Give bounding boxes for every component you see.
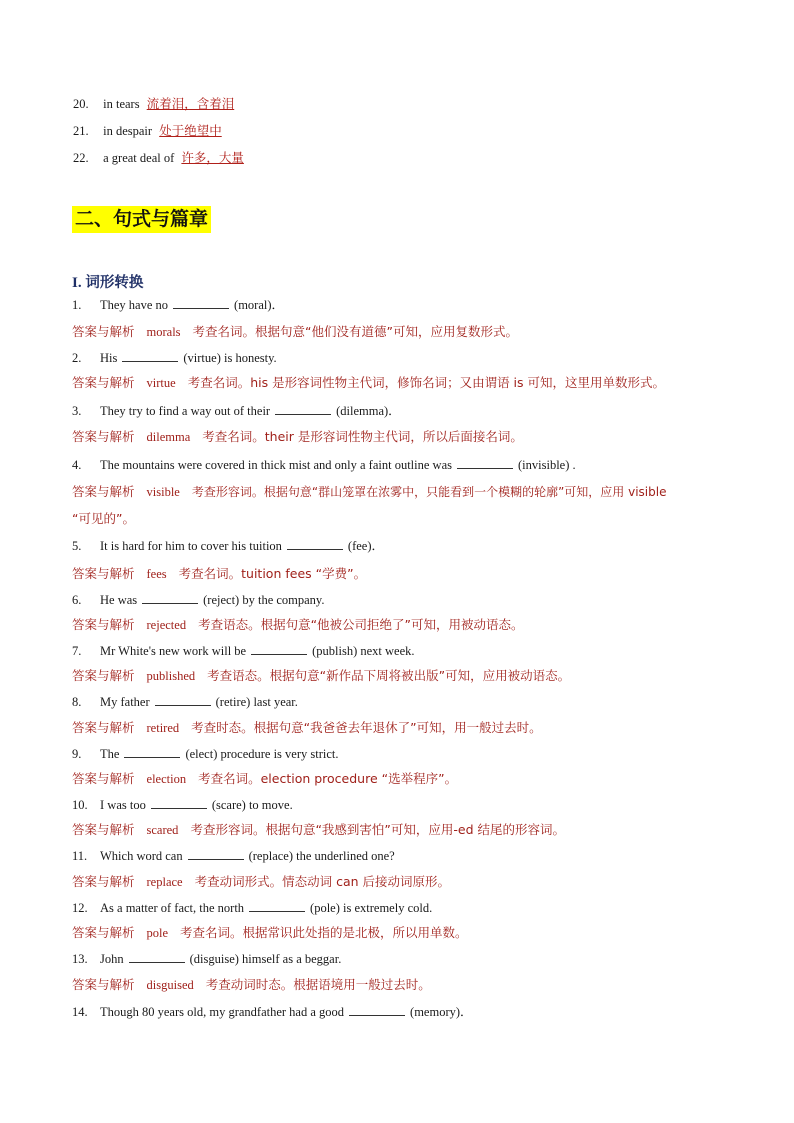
question-text-after: (virtue) is honesty. bbox=[183, 351, 277, 365]
question-text-before: They try to find a way out of their bbox=[100, 404, 271, 418]
question bbox=[72, 403, 401, 419]
question-text-before: The bbox=[100, 747, 120, 761]
section-title: 二、句式与篇章 bbox=[72, 206, 211, 233]
answer-blank[interactable] bbox=[173, 297, 229, 309]
answer-explanation bbox=[72, 375, 665, 391]
answer-explanation bbox=[72, 429, 523, 445]
answer-tag: 答案与解析 bbox=[72, 429, 135, 444]
explanation-text: 考查动词形式。情态动词 can 后接动词原形。 bbox=[194, 874, 450, 889]
explanation-text: 考查动词时态。根据语境用一般过去时。 bbox=[205, 977, 431, 992]
question-number: 2. bbox=[72, 351, 82, 365]
answer-blank[interactable] bbox=[275, 403, 331, 415]
answer-explanation bbox=[72, 566, 366, 582]
question bbox=[72, 643, 415, 659]
explanation-text: 考查名词。tuition fees “学费”。 bbox=[178, 566, 367, 581]
question-number: 14. bbox=[72, 1005, 88, 1019]
answer-explanation bbox=[72, 720, 542, 736]
question-number: 5. bbox=[72, 539, 82, 553]
answer-word: dilemma bbox=[146, 430, 191, 444]
answer-blank[interactable] bbox=[349, 1004, 405, 1016]
explanation-text: 考查时态。根据句意“我爸爸去年退休了”可知，用一般过去时。 bbox=[191, 720, 542, 735]
answer-word: election bbox=[146, 772, 187, 786]
answer-tag: 答案与解析 bbox=[72, 874, 135, 889]
answer-blank[interactable] bbox=[251, 643, 307, 655]
answer-blank[interactable] bbox=[457, 457, 513, 469]
question-text-before: As a matter of fact, the north bbox=[100, 901, 245, 915]
explanation-text: 考查名词。his 是形容词性物主代词，修饰名词；又由谓语 is 可知，这里用单数形式。 bbox=[187, 375, 666, 390]
answer-blank[interactable] bbox=[142, 592, 198, 604]
answer-word: disguised bbox=[146, 978, 194, 992]
question-text-after: (reject) by the company. bbox=[203, 593, 325, 607]
question-text-before: Mr White's new work will be bbox=[100, 644, 247, 658]
question bbox=[72, 350, 277, 366]
answer-tag: 答案与解析 bbox=[72, 324, 135, 339]
question bbox=[72, 900, 432, 916]
question-text-after: (pole) is extremely cold. bbox=[310, 901, 433, 915]
question-text-after: (fee)． bbox=[347, 539, 385, 553]
answer-tag: 答案与解析 bbox=[72, 720, 135, 735]
vocab-meaning: 处于绝望中 bbox=[159, 123, 222, 138]
question-number: 10. bbox=[72, 798, 88, 812]
question-number: 9. bbox=[72, 747, 82, 761]
answer-explanation bbox=[72, 771, 457, 787]
answer-tag: 答案与解析 bbox=[72, 668, 135, 683]
answer-word: virtue bbox=[146, 376, 176, 390]
subsection-title bbox=[72, 271, 143, 292]
question bbox=[72, 1004, 473, 1020]
answer-word: visible bbox=[146, 485, 180, 499]
question-text-before: The mountains were covered in thick mist and only a faint outline was bbox=[100, 458, 452, 472]
answer-explanation bbox=[72, 822, 565, 838]
question-text-before: My father bbox=[100, 695, 150, 709]
question-text-before: John bbox=[100, 952, 124, 966]
answer-explanation bbox=[72, 925, 468, 941]
question-text-after: (moral)． bbox=[234, 298, 285, 312]
question-text-after: (dilemma)． bbox=[336, 404, 401, 418]
vocab-number: 20. bbox=[73, 97, 89, 111]
answer-word: retired bbox=[146, 721, 180, 735]
question-text-after: (memory)． bbox=[410, 1005, 473, 1019]
answer-explanation bbox=[72, 977, 431, 993]
subsection-number: I. bbox=[72, 275, 82, 291]
question bbox=[72, 297, 284, 313]
vocab-item bbox=[73, 96, 234, 112]
question-text-before: Which word can bbox=[100, 849, 183, 863]
answer-blank[interactable] bbox=[188, 848, 244, 860]
question-number: 4. bbox=[72, 458, 82, 472]
answer-blank[interactable] bbox=[122, 350, 178, 362]
subsection-label: 词形转换 bbox=[85, 275, 144, 291]
explanation-text: 考查形容词。根据句意“群山笼罩在浓雾中，只能看到一个模糊的轮廓”可知，应用 visible bbox=[191, 485, 667, 499]
question-text-after: (invisible) . bbox=[518, 458, 576, 472]
question-text-before: Though 80 years old, my grandfather had a good bbox=[100, 1005, 345, 1019]
answer-tag: 答案与解析 bbox=[72, 822, 135, 837]
question-text-after: (replace) the underlined one? bbox=[248, 849, 395, 863]
question-text-after: (disguise) himself as a beggar. bbox=[189, 952, 342, 966]
answer-word: fees bbox=[146, 567, 167, 581]
answer-tag: 答案与解析 bbox=[72, 977, 135, 992]
question-number: 1. bbox=[72, 298, 82, 312]
answer-explanation bbox=[72, 874, 450, 890]
vocab-number: 22. bbox=[73, 151, 89, 165]
question-number: 13. bbox=[72, 952, 88, 966]
answer-word: replace bbox=[146, 875, 183, 889]
answer-blank[interactable] bbox=[249, 900, 305, 912]
answer-word: published bbox=[146, 669, 196, 683]
answer-word: pole bbox=[146, 926, 169, 940]
answer-tag: 答案与解析 bbox=[72, 484, 135, 499]
answer-tag: 答案与解析 bbox=[72, 566, 135, 581]
answer-blank[interactable] bbox=[129, 951, 185, 963]
explanation-text: 考查名词。根据常识此处指的是北极，所以用单数。 bbox=[180, 925, 468, 940]
question-number: 3. bbox=[72, 404, 82, 418]
question bbox=[72, 746, 339, 762]
answer-tag: 答案与解析 bbox=[72, 617, 135, 632]
answer-blank[interactable] bbox=[155, 694, 211, 706]
question bbox=[72, 797, 293, 813]
vocab-number: 21. bbox=[73, 124, 89, 138]
explanation-continuation: “可见的”。 bbox=[72, 511, 135, 526]
explanation-text: 考查形容词。根据句意“我感到害怕”可知，应用-ed 结尾的形容词。 bbox=[190, 822, 565, 837]
vocab-meaning: 许多，大量 bbox=[181, 150, 244, 165]
answer-explanation bbox=[72, 484, 666, 500]
answer-explanation bbox=[72, 617, 524, 633]
answer-word: scared bbox=[146, 823, 179, 837]
question-text-before: They have no bbox=[100, 298, 169, 312]
question bbox=[72, 592, 325, 608]
answer-blank[interactable] bbox=[124, 746, 180, 758]
question-text-before: It is hard for him to cover his tuition bbox=[100, 539, 282, 553]
question bbox=[72, 848, 395, 864]
answer-explanation bbox=[72, 324, 518, 340]
question-text-after: (publish) next week. bbox=[312, 644, 415, 658]
vocab-phrase: a great deal of bbox=[103, 151, 175, 165]
answer-tag: 答案与解析 bbox=[72, 925, 135, 940]
vocab-meaning: 流着泪，含着泪 bbox=[146, 96, 235, 111]
answer-word: rejected bbox=[146, 618, 187, 632]
vocab-item bbox=[73, 123, 222, 139]
question-text-after: (retire) last year. bbox=[215, 695, 298, 709]
vocab-phrase: in despair bbox=[103, 124, 153, 138]
question-text-after: (elect) procedure is very strict. bbox=[185, 747, 339, 761]
question-text-before: I was too bbox=[100, 798, 146, 812]
question-text-after: (scare) to move. bbox=[211, 798, 293, 812]
question-text-before: He was bbox=[100, 593, 138, 607]
vocab-item bbox=[73, 150, 244, 166]
question-number: 6. bbox=[72, 593, 82, 607]
explanation-text: 考查名词。their 是形容词性物主代词，所以后面接名词。 bbox=[202, 429, 523, 444]
question bbox=[72, 694, 298, 710]
explanation-text: 考查语态。根据句意“新作品下周将被出版”可知，应用被动语态。 bbox=[207, 668, 571, 683]
question bbox=[72, 538, 384, 554]
answer-blank[interactable] bbox=[151, 797, 207, 809]
answer-blank[interactable] bbox=[287, 538, 343, 550]
question-number: 8. bbox=[72, 695, 82, 709]
explanation-text: 考查名词。election procedure “选举程序”。 bbox=[198, 771, 458, 786]
vocab-phrase: in tears bbox=[103, 97, 140, 111]
question-text-before: His bbox=[100, 351, 118, 365]
answer-explanation bbox=[72, 668, 570, 684]
explanation-text: 考查语态。根据句意“他被公司拒绝了”可知，用被动语态。 bbox=[198, 617, 524, 632]
explanation-text: 考查名词。根据句意“他们没有道德”可知，应用复数形式。 bbox=[192, 324, 518, 339]
answer-tag: 答案与解析 bbox=[72, 771, 135, 786]
answer-word: morals bbox=[146, 325, 181, 339]
answer-tag: 答案与解析 bbox=[72, 375, 135, 390]
question-number: 12. bbox=[72, 901, 88, 915]
question bbox=[72, 457, 576, 473]
question-number: 11. bbox=[72, 849, 88, 863]
question-number: 7. bbox=[72, 644, 82, 658]
question bbox=[72, 951, 341, 967]
